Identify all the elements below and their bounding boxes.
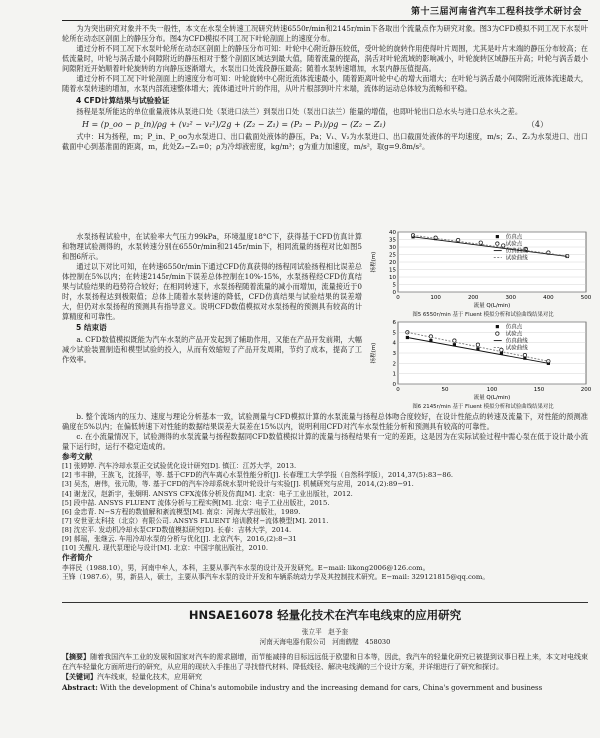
data-point	[502, 244, 505, 247]
y-tick-label: 2	[392, 361, 396, 368]
y-tick-label: 3	[392, 351, 396, 357]
figure5	[368, 228, 598, 319]
next-article-abstract	[62, 652, 588, 694]
next-article-affiliation: 河南天海电器有限公司 河南鹤壁 458030	[259, 638, 391, 646]
y-tick-label: 0	[392, 382, 396, 388]
figure6-caption: 图6 2145r/min 基于 Fluent 模拟分析和试验曲线结果对比	[412, 403, 554, 410]
figure6	[368, 318, 598, 411]
keywords-text: 汽车线束，轻量化技术，应用研究	[97, 673, 202, 682]
reference: [7] 安世亚太科技（北京）有限公司. ANSYS FLUENT 培训教材−流体模型[M]. 2011.	[62, 516, 329, 525]
x-tick-label: 0	[396, 387, 400, 393]
legend-swatch	[496, 242, 499, 245]
y-tick-label: 6	[392, 320, 396, 326]
legend-label: 试验曲线	[505, 345, 528, 352]
legend-swatch	[496, 235, 499, 238]
conclusion-b: b. 整个流场内的压力、速度与理论分析基本一致，试验测量与CFD模拟计算的水泵流量与扬程总体吻合度较好，在设计性能点的转速及流量下，对性能的预测准确度在5%以内；在偏低转速下对性能的数据结果误差大误差在15%以内，说明利用CFD对汽车水泵性能分析和预测具有较高的可靠性。	[62, 412, 588, 431]
para-comparison: 通过以下对比可知，在转速6550r/min下通过CFD仿真获得的扬程同试验扬程相比误差总体控制在5%以内；在转速2145r/min下误差总体控制在10%-15%，水泵扬程经CFD仿真结果与试验结果的趋势符合较好；在相同转速下，水泵扬程随着流量的减小而增加，流量接近于0时，水泵扬程达到极限值；总体上随着水泵转速的降低，CFD仿真结果与试验结果的误差增大，但仍对水泵扬程的预测具有指导意义。说明CFD数值模拟对水泵扬程的预测具有较高的计算精度和可靠性。	[62, 261, 362, 321]
author-bio: 李祥民（1988.10），男，河南中牟人，本科，主要从事汽车水泵的设计及开发研究。E−mail: likong2006@126.com。	[62, 563, 430, 572]
x-tick-label: 150	[533, 387, 545, 393]
reference: [8] 沈宏平. 发动机冷却水泵CFD数值模拟研究[D]. 长春：吉林大学，2014.	[62, 525, 292, 534]
reference: [6] 金忠青. N−S方程的数值解和紊流模型[M]. 南京：河海大学出版社，1989.	[62, 507, 301, 516]
x-tick-label: 100	[486, 387, 498, 393]
section5-title: 5 结束语	[76, 323, 107, 333]
x-tick-label: 100	[430, 295, 441, 301]
author-bio: 王锋（1987.6），男，新县人，硕士，主要从事汽车水泵的设计开发和车辆系统动力学及其控制技术研究。E−mail: 329121815@qq.com。	[62, 573, 490, 581]
body-bottom	[62, 412, 588, 582]
running-head: 第十三届河南省汽车工程科技学术研讨会	[410, 7, 582, 17]
figure6-chart	[368, 318, 598, 400]
equation-number: （4）	[526, 119, 548, 129]
legend-swatch	[496, 325, 499, 328]
x-tick-label: 200	[580, 387, 592, 393]
authors-title: 作者简介	[62, 553, 93, 563]
article-divider	[62, 602, 588, 603]
legend-label: 试验点	[505, 331, 523, 338]
y-tick-label: 5	[392, 330, 396, 337]
equation-4	[62, 117, 588, 132]
y-tick-label: 0	[392, 290, 396, 296]
reference: [4] 谢龙汉，赵新宇，张炯明. ANSYS CFX流体分析及仿真[M]. 北京：电子工业出版社，2012.	[62, 489, 353, 498]
y-axis-label: 扬程(m)	[371, 342, 377, 364]
reference: [10] 关醒凡. 现代泵理论与设计[M]. 北京：中国宇航出版社，2010.	[62, 544, 269, 553]
x-tick-label: 0	[396, 295, 400, 301]
y-tick-label: 30	[389, 245, 396, 251]
x-tick-label: 200	[467, 295, 479, 301]
conclusion-c: c. 在小流量情况下，试验测得的水泵流量与扬程数据同CFD数值模拟计算的流量与扬程结果有一定的差距，这是因为在实际试验过程中需心泵在低于设计最小流量下运行时，运行不稳定造成的。	[62, 431, 588, 451]
x-tick-label: 400	[543, 295, 554, 301]
next-article-title: HNSAE16078 轻量化技术在汽车电线束的应用研究	[188, 608, 462, 622]
y-axis-label: 扬程(m)	[371, 251, 377, 273]
legend-swatch	[496, 332, 499, 335]
reference: [5] 段中喆. ANSYS FLUENT 流体分析与工程实例[M]. 北京：电子工业出版社，2015.	[62, 498, 330, 507]
y-tick-label: 1	[392, 371, 396, 378]
legend-label: 仿真点	[505, 234, 523, 241]
y-tick-label: 25	[389, 252, 396, 259]
y-tick-label: 15	[389, 267, 396, 274]
reference: [2] 韦丰翀，王族飞，沈扬平，等. 基于CFD的汽车离心水泵性能分析[J]. 长春理工大学学报（自然科学版），2014,37(5):83−86.	[62, 471, 454, 480]
data-point	[476, 343, 479, 346]
legend-label: 试验曲线	[505, 255, 528, 262]
conclusion-a: a. CFD数值模拟既能为汽车水泵的产品开发起到了辅助作用，又能在产品开发前期，大幅减少试验装置制造和模型试验的投入，从而有效缩短了产品开发周期，节约了成本，提高了工作效率。	[62, 334, 362, 364]
y-tick-label: 10	[389, 275, 396, 281]
legend-label: 试验点	[505, 241, 523, 248]
x-tick-label: 500	[580, 295, 592, 301]
y-tick-label: 5	[392, 282, 396, 289]
x-tick-label: 300	[505, 295, 517, 301]
x-axis-label: 流量 Q(L/min)	[473, 303, 511, 308]
para-test-setup: 水泵扬程试验中，在试验率大气压力99kPa，环境温度18°C下，获得基于CFD仿真计算和物理试验测得的，水泵转速分别在6550r/min和2145r/min下，相同流量的扬程对比如图5和图6所示。	[62, 232, 362, 261]
references-title: 参考文献	[62, 451, 93, 461]
data-point	[434, 236, 437, 239]
reference: [3] 吴杰，唐伟，张元勋，等. 基于CFD的汽车冷却系统水泵叶轮设计与实验[J]. 机械研究与应用，2014,(2):89−91.	[62, 480, 414, 489]
en-abstract-label: Abstract:	[62, 682, 98, 692]
y-tick-label: 40	[389, 230, 396, 236]
reference: [1] 张婷婷. 汽车冷却水泵正交试验优化设计研究[D]. 镇江：江苏大学，2013.	[62, 462, 297, 471]
next-article-authors: 张立平 赵予奎	[301, 628, 349, 636]
para-velocity: 通过分析不同工况下叶轮剖面上的速度分布可知：叶轮旋转中心附近流体流速最小，随着距离叶轮中心的增大而增大；在叶轮与涡舌最小间隙附近液体流速最大，随着水泵转速的增加，水泵内部流速整体增大；流体通过叶片的作用，从叶片根部到叶片末端，流体的运动总体较为流畅和平稳。	[62, 73, 588, 93]
section4-title: 4 CFD计算结果与试验验证	[76, 95, 170, 105]
y-tick-label: 20	[389, 260, 396, 266]
x-axis-label: 流量 Q(L/min)	[473, 395, 511, 400]
equation-body: H = (p_oo − p_in)/ρg + (v₂² − v₁²)/2g + (Z₂ − Z₁) = (P₂ − P₁)/ρg − (Z₂ − Z₁)	[82, 119, 386, 129]
x-tick-label: 50	[441, 387, 449, 393]
data-point	[547, 360, 550, 363]
y-tick-label: 35	[389, 237, 396, 244]
left-column	[62, 232, 362, 365]
y-tick-label: 4	[392, 340, 396, 347]
header-rule	[62, 20, 588, 21]
en-abstract-text: With the development of China's automobile industry and the increasing demand for cars, China's government and business	[100, 683, 543, 692]
legend-label: 仿真曲线	[505, 338, 528, 345]
body-top	[62, 24, 588, 152]
abstract-text: 随着我国汽车工业的发展和国家对汽车的需求剧增，而节能减排的目标远远低于欧盟和日本等，因此，我汽车的轻量化研究已被提到议事日程上来，本文对电线束在汽车轻量化方面所进行的研究，从应用的现状入手推出了寻找替代材料、降低线径、解决电线满的三个设计方案，并详细进行了研究和探讨。	[62, 653, 589, 671]
para-symbols: 式中：H为扬程，m；P_in、P_oo为水泵进口、出口截面处液体的静压，Pa；V₁、V₂为水泵进口、出口截面处液体的平均速度，m/s；Z₁、Z₂为水泵进口、出口截面中心到基准面的距离，m，此处Z₂−Z₁=0；ρ为冷却液密度，kg/m³；g为重力加速度，m/s²，取g=9.8m/s²。	[62, 132, 588, 151]
para-pressure: 通过分析不同工况下水泵叶轮所在动态区剖面上的静压分布可知：叶轮中心附近静压较低，受叶轮的旋转作用使得叶片周围，尤其是叶片末端的静压分布较高；在低流量时，叶轮与涡舌最小间隙附近的静压相对于整个剖面区域达到最大值，随着流量的提高，涡舌对叶轮流域的影响减小，叶轮旋转区域静压升高；叶轮与涡舌最小间隙附近开始顺着叶轮旋转的方向静压逐渐增大，水泵出口处流段静压最高；随着水泵转速增加，水泵内静压值提高。	[62, 43, 588, 73]
figure5-caption: 图5 6550r/min 基于 Fluent 模拟分析和试验曲线结果对比	[412, 311, 554, 318]
legend-label: 仿真点	[505, 324, 523, 331]
para-head-definition: 扬程是泵所能达的单位重量液体从泵进口处（泵进口法兰）到泵出口处（泵出口法兰）能量的增值，也即叶轮出口总水头与进口总水头之差。	[76, 107, 523, 117]
keywords-label: 【关键词】	[62, 672, 97, 682]
para-intro: 为为突出研究对象并不失一般性，本文在水泵全转速工况研究转速6550r/min和2145r/min下各取出个流量点作为研究对象。图3为CFD模拟不同工况下水泵叶轮所在动态区剖面上的静压分布。图4为CFD模拟不同工况下叶轮剖面上的速度分布。	[62, 24, 588, 43]
figure5-chart	[368, 228, 598, 308]
abstract-label: 【摘要】	[62, 652, 91, 661]
legend-label: 仿真曲线	[505, 248, 528, 255]
reference: [9] 郝瑶，张继云. 车用冷却水泵的分析与优化[J]. 北京汽车，2016,(2):8−31	[62, 534, 297, 543]
